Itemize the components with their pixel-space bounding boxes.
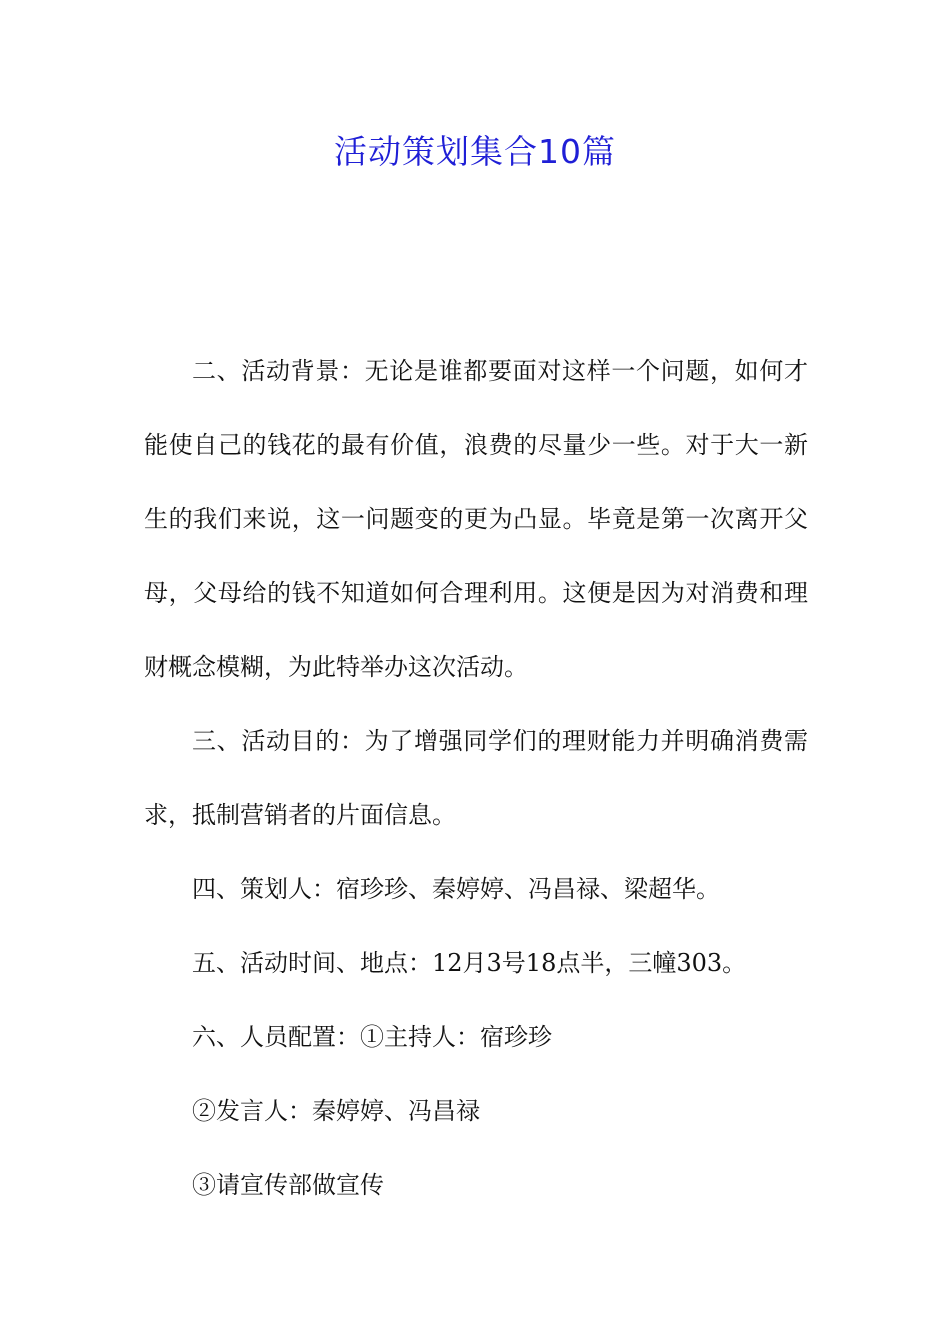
paragraph-purpose: 三、活动目的：为了增强同学们的理财能力并明确消费需求，抵制营销者的片面信息。 xyxy=(144,727,808,829)
paragraph-background: 二、活动背景：无论是谁都要面对这样一个问题，如何才能使自己的钱花的最有价值，浪费的尽量少一些。对于大一新生的我们来说，这一问题变的更为凸显。毕竟是第一次离开父母，父母给的钱不知道如何合理利用。这便是因为对消费和理财概念模糊，为此特举办这次活动。 xyxy=(144,357,808,681)
paragraph-publicity: ③请宣传部做宣传 xyxy=(192,1171,384,1199)
paragraph-staff: 六、人员配置：①主持人：宿珍珍 xyxy=(192,1023,552,1051)
paragraph-speakers: ②发言人：秦婷婷、冯昌禄 xyxy=(192,1097,480,1125)
document-title: 活动策划集合10篇 xyxy=(334,132,616,171)
document-body xyxy=(144,334,808,1222)
paragraph-planners: 四、策划人：宿珍珍、秦婷婷、冯昌禄、梁超华。 xyxy=(192,875,720,903)
paragraph-time-place: 五、活动时间、地点：12月3号18点半，三幢303。 xyxy=(192,949,747,977)
